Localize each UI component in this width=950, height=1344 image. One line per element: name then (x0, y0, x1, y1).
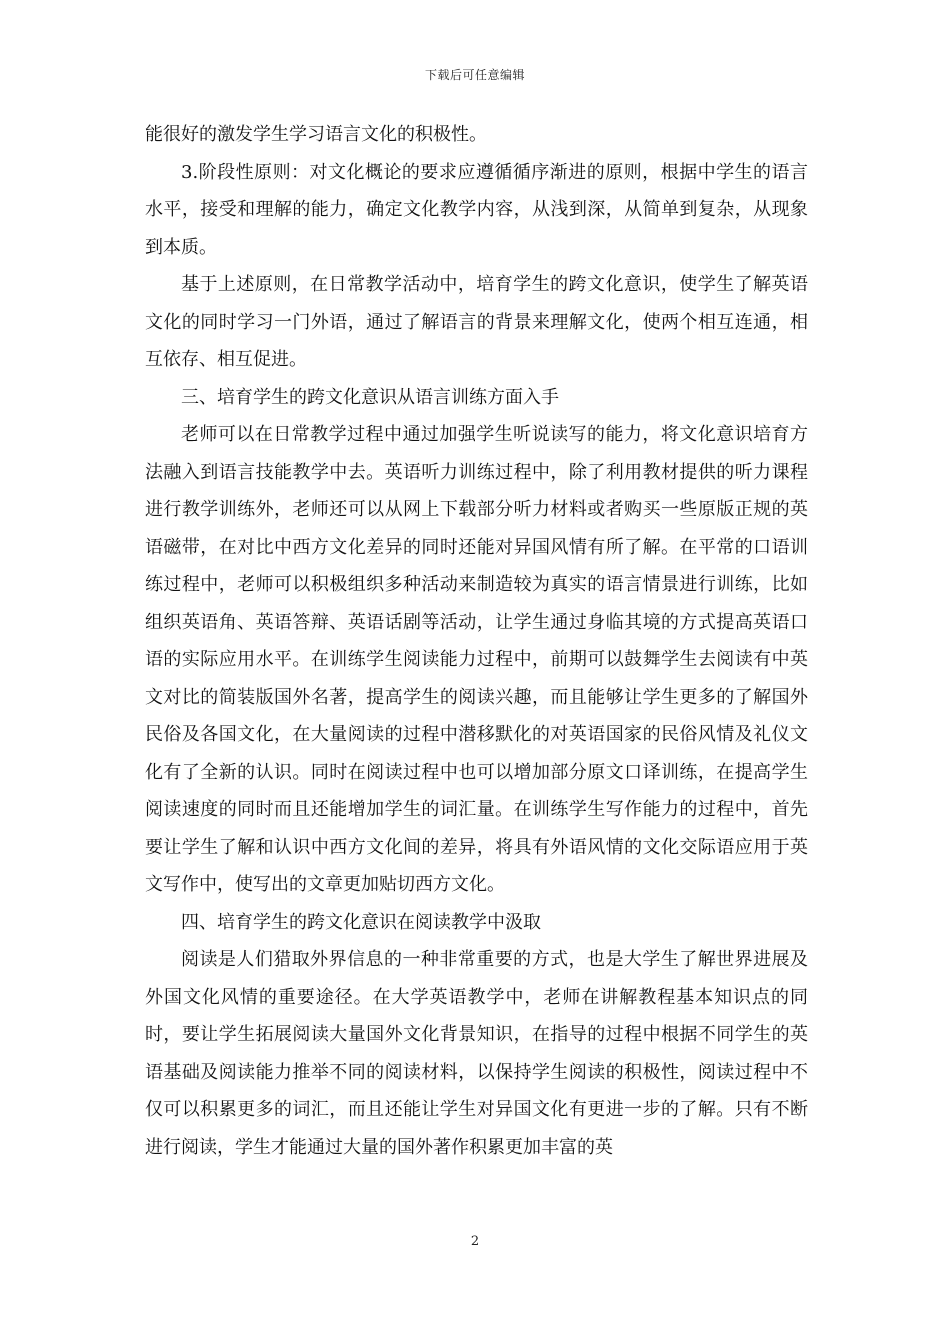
paragraph-5: 阅读是人们猎取外界信息的一种非常重要的方式，也是大学生了解世界进展及外国文化风情的重要途径。在大学英语教学中，老师在讲解教程基本知识点的同时，要让学生拓展阅读大量国外文化背景知识，在指导的过程中根据不同学生的英语基础及阅读能力推举不同的阅读材料，以保持学生阅读的积极性，阅读过程中不仅可以积累更多的词汇，而且还能让学生对异国文化有更进一步的了解。只有不断进行阅读，学生才能通过大量的国外著作积累更加丰富的英 (145, 949, 808, 1158)
paragraph-1: 能很好的激发学生学习语言文化的积极性。 (145, 124, 487, 145)
paragraph-4: 老师可以在日常教学过程中通过加强学生听说读写的能力，将文化意识培育方法融入到语言技能教学中去。英语听力训练过程中，除了利用教材提供的听力课程进行教学训练外，老师还可以从网上下载部分听力材料或者购买一些原版正规的英语磁带，在对比中西方文化差异的同时还能对异国风情有所了解。在平常的口语训练过程中，老师可以积极组织多种活动来制造较为真实的语言情景进行训练，比如组织英语角、英语答辩、英语话剧等活动，让学生通过身临其境的方式提高英语口语的实际应用水平。在训练学生阅读能力过程中，前期可以鼓舞学生去阅读有中英文对比的简装版国外名著，提高学生的阅读兴趣，而且能够让学生更多的了解国外民俗及各国文化，在大量阅读的过程中潜移默化的对英语国家的民俗风情及礼仪文化有了全新的认识。同时在阅读过程中也可以增加部分原文口译训练，在提高学生阅读速度的同时而且还能增加学生的词汇量。在训练学生写作能力的过程中，首先要让学生了解和认识中西方文化间的差异，将具有外语风情的文化交际语应用于英文写作中，使写出的文章更加贴切西方文化。 (145, 424, 808, 895)
page-header: 下载后可任意编辑 (424, 68, 525, 82)
section-heading-4: 四、培育学生的跨文化意识在阅读教学中汲取 (181, 911, 541, 933)
page-number: 2 (470, 1234, 480, 1249)
section-heading-3: 三、培育学生的跨文化意识从语言训练方面入手 (181, 386, 559, 408)
paragraph-2: 3.阶段性原则：对文化概论的要求应遵循循序渐进的原则，根据中学生的语言水平，接受和理解的能力，确定文化教学内容，从浅到深，从简单到复杂，从现象到本质。 (145, 161, 808, 258)
document-body (145, 116, 808, 1166)
paragraph-3: 基于上述原则，在日常教学活动中，培育学生的跨文化意识，使学生了解英语文化的同时学习一门外语，通过了解语言的背景来理解文化，使两个相互连通，相互依存、相互促进。 (145, 274, 808, 370)
